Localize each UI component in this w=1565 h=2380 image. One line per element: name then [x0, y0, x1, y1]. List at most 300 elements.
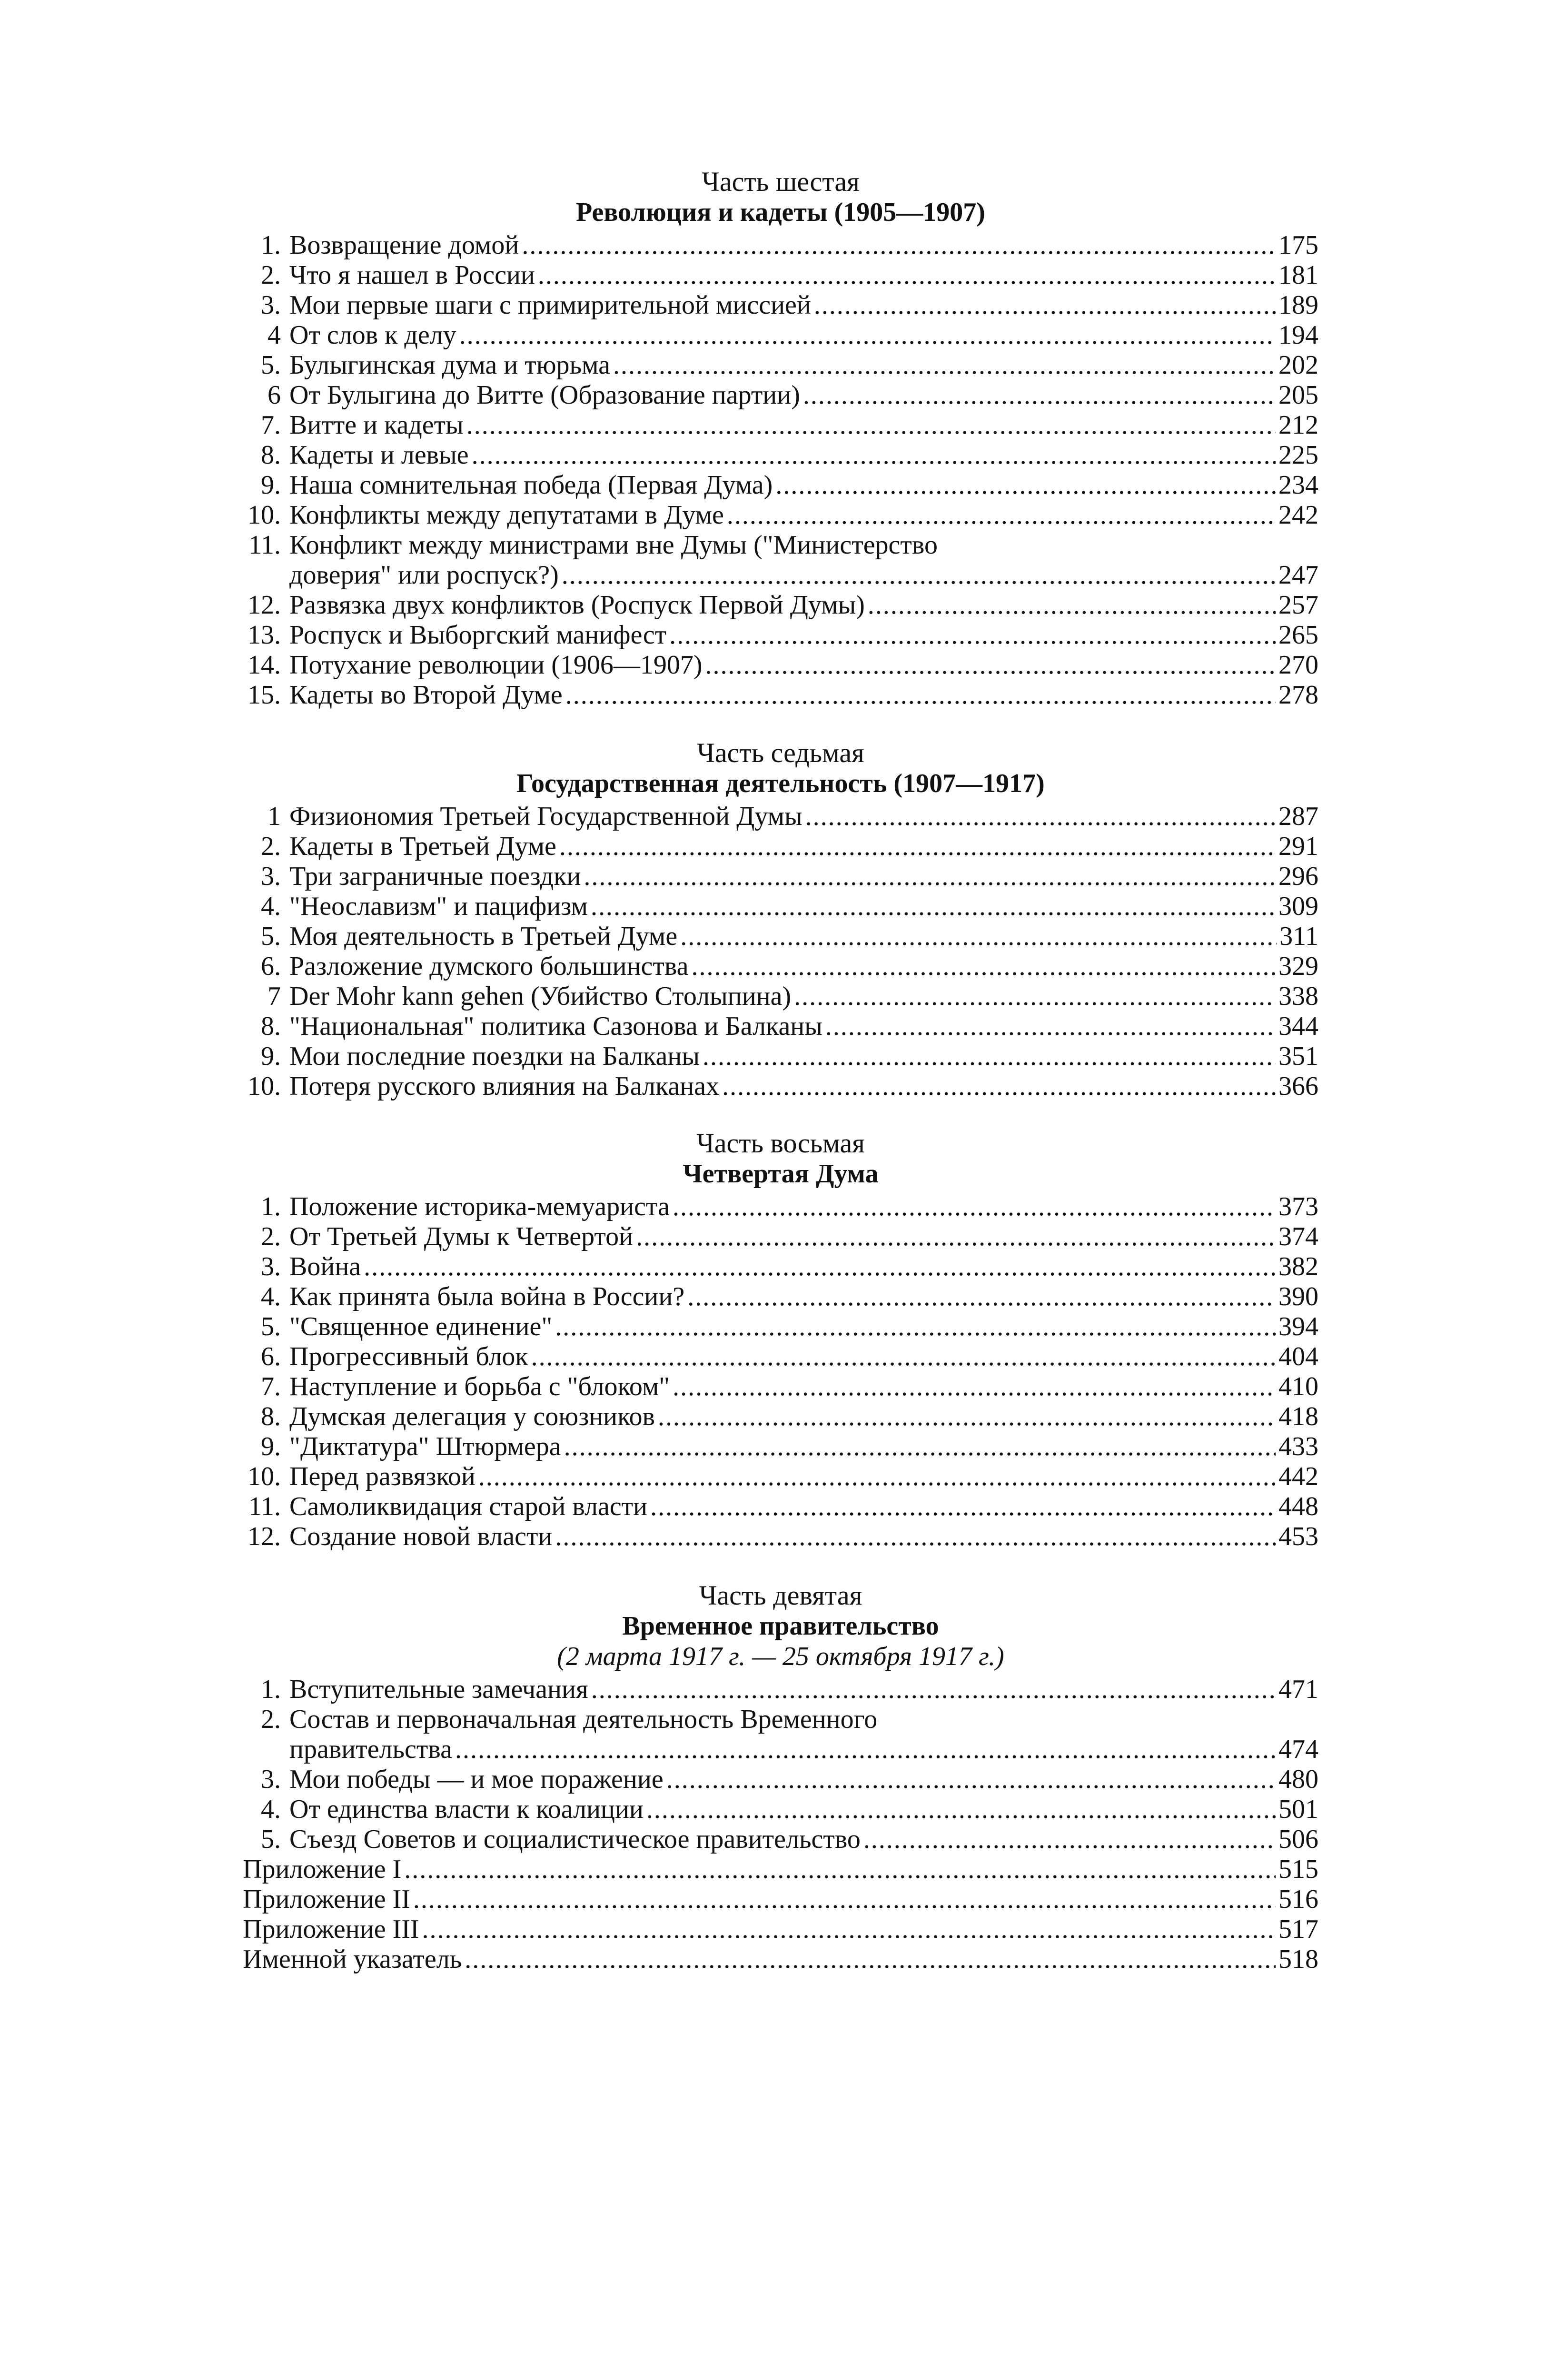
dot-leader: [868, 590, 1276, 620]
toc-entry-line: [289, 1312, 1318, 1342]
toc-entry-title: Именной указатель: [243, 1944, 462, 1974]
toc-entry-page: 433: [1278, 1432, 1318, 1461]
toc-entry-line: [289, 680, 1318, 710]
toc-entry-page: 329: [1278, 952, 1318, 981]
toc-entry: [243, 1071, 1318, 1101]
section-subtitle: Революция и кадеты (1905—1907): [576, 198, 985, 227]
toc-entry-line: [289, 230, 1318, 260]
toc-entry-number: 10.: [248, 500, 281, 530]
toc-entry-number: 10.: [248, 1462, 281, 1491]
toc-entry-line: [289, 1372, 1318, 1402]
toc-entry-title: Вступительные замечания: [289, 1675, 588, 1704]
toc-entry-body: [289, 410, 1318, 440]
dot-leader: [687, 1282, 1276, 1312]
toc-entry-title: Кадеты во Второй Думе: [289, 680, 563, 710]
toc-entry: [243, 1675, 1318, 1705]
toc-entry: [243, 590, 1318, 620]
toc-entry-title: "Национальная" политика Сазонова и Балканы: [289, 1012, 822, 1041]
toc-entry-title: Der Mohr kann gehen (Убийство Столыпина): [289, 982, 792, 1011]
toc-entry-line: [289, 260, 1318, 290]
dot-leader: [591, 1675, 1276, 1705]
dot-leader: [565, 680, 1276, 710]
dot-leader: [722, 1071, 1276, 1101]
toc-entry-line: [289, 1041, 1318, 1071]
toc-entry: [243, 1312, 1318, 1342]
toc-entry-title: "Неославизм" и пацифизм: [289, 892, 588, 921]
toc-entry-title: Наша сомнительная победа (Первая Дума): [289, 470, 773, 500]
toc-entry-line: [289, 922, 1318, 952]
toc-entry: [243, 380, 1318, 410]
toc-entry-line: [289, 1012, 1318, 1041]
toc-entry-title: От слов к делу: [289, 320, 456, 350]
toc-entry-page: 278: [1278, 680, 1318, 710]
toc-entry-body: [289, 1041, 1318, 1071]
toc-entry-body: [289, 290, 1318, 320]
toc-entry: [243, 1282, 1318, 1312]
toc-entry: [243, 1342, 1318, 1372]
toc-entry-line: [289, 1252, 1318, 1282]
toc-entry-page: 257: [1278, 590, 1318, 620]
toc-entry-title: Три заграничные поездки: [289, 862, 581, 891]
toc-entry-body: [289, 1402, 1318, 1432]
dot-leader: [466, 410, 1276, 440]
toc-entry-body: [289, 1462, 1318, 1492]
toc-entry-title: "Диктатура" Штюрмера: [289, 1432, 561, 1461]
toc-entry: [243, 1884, 1318, 1914]
toc-entry-body: [289, 530, 1318, 590]
toc-entry-title: правительства: [289, 1735, 452, 1764]
toc-entry-number: 6.: [261, 952, 281, 981]
toc-entry: [243, 290, 1318, 320]
toc-entry-page: 225: [1278, 440, 1318, 470]
toc-entry-title: Потеря русского влияния на Балканах: [289, 1071, 720, 1101]
toc-entry: [243, 260, 1318, 290]
toc-entry-number: 11.: [248, 530, 281, 560]
toc-entry: [243, 530, 1318, 590]
toc-entry-line: [289, 410, 1318, 440]
toc-entry-page: 265: [1278, 620, 1318, 650]
toc-entry-number: 14.: [248, 650, 281, 680]
toc-entry-title: Кадеты и левые: [289, 440, 469, 470]
toc-entry-number: 9.: [261, 470, 281, 500]
toc-entry-number: 13.: [248, 620, 281, 650]
toc-entry: [243, 470, 1318, 500]
dot-leader: [673, 1372, 1276, 1402]
dot-leader: [555, 1522, 1276, 1552]
toc-entry-line: [289, 1342, 1318, 1372]
toc-entry-title: Мои первые шаги с примирительной миссией: [289, 290, 811, 320]
toc-entry-page: 382: [1278, 1252, 1318, 1281]
toc-entry-number: 7.: [261, 410, 281, 440]
toc-entry: [243, 1854, 1318, 1884]
dot-leader: [613, 350, 1276, 380]
toc-entry-body: [289, 680, 1318, 710]
toc-entry-page: 181: [1278, 260, 1318, 290]
toc-entry-body: [289, 350, 1318, 380]
toc-entry-title: От Булыгина до Витте (Образование партии): [289, 380, 800, 410]
toc-entry-body: [289, 1282, 1318, 1312]
toc-entry-body: [289, 1372, 1318, 1402]
toc-entry-page: 448: [1278, 1492, 1318, 1521]
toc-entry-number: 5.: [261, 350, 281, 380]
dot-leader: [705, 650, 1276, 680]
toc-entry-page: 344: [1278, 1012, 1318, 1041]
toc-entry-page: 390: [1278, 1282, 1318, 1311]
toc-entry-body: [289, 1492, 1318, 1522]
dot-leader: [680, 922, 1277, 952]
toc-entry-page: 404: [1278, 1342, 1318, 1371]
toc-entry-body: [289, 500, 1318, 530]
toc-entry-body: [289, 982, 1318, 1012]
dot-leader: [658, 1402, 1276, 1432]
toc-entry-number: 6.: [261, 1342, 281, 1371]
toc-entry-title: От единства власти к коалиции: [289, 1795, 644, 1824]
toc-entry-page: 175: [1278, 230, 1318, 260]
toc-entry-title: Съезд Советов и социалистическое правительство: [289, 1825, 861, 1854]
toc-entry: [243, 952, 1318, 982]
toc-entry-page: 517: [1278, 1914, 1318, 1944]
toc-entry: [243, 1012, 1318, 1041]
toc-entry-title: Приложение III: [243, 1914, 419, 1944]
toc-entry-body: [289, 440, 1318, 470]
toc-entry: [243, 1252, 1318, 1282]
toc-entry: [243, 1825, 1318, 1854]
toc-entry-title: Физиономия Третьей Государственной Думы: [289, 802, 802, 831]
dot-leader: [794, 982, 1276, 1012]
toc-entry-line: [289, 440, 1318, 470]
toc-entry-title: Булыгинская дума и тюрьма: [289, 350, 610, 380]
toc-entry-line: [289, 1192, 1318, 1222]
dot-leader: [478, 1462, 1276, 1492]
toc-entry-number: 12.: [248, 1522, 281, 1551]
dot-leader: [555, 1312, 1276, 1342]
toc-entry-page: 189: [1278, 290, 1318, 320]
toc-entry-line: [289, 500, 1318, 530]
toc-entry-title: Роспуск и Выборгский манифест: [289, 620, 667, 650]
toc-entry-line: [289, 862, 1318, 892]
toc-entry: [243, 440, 1318, 470]
toc-entry: [243, 650, 1318, 680]
toc-entry: [243, 1944, 1318, 1974]
toc-entry-line: [289, 1071, 1318, 1101]
toc-entry-number: 6: [267, 380, 281, 410]
toc-entry: [243, 1192, 1318, 1222]
toc-entry-line: [289, 1222, 1318, 1252]
toc-entry-number: 4: [267, 320, 281, 350]
toc-entry-line: [289, 590, 1318, 620]
dot-leader: [646, 1795, 1276, 1825]
toc-entry-line: [289, 320, 1318, 350]
toc-entry-title: Разложение думского большинства: [289, 952, 689, 981]
toc-entry-number: 9.: [261, 1041, 281, 1071]
toc-entry-body: [289, 590, 1318, 620]
dot-leader: [775, 470, 1276, 500]
toc-entry-body: [289, 922, 1318, 952]
toc-entry-body: [289, 862, 1318, 892]
toc-entry-body: [289, 802, 1318, 832]
toc-entry-body: [289, 1765, 1318, 1795]
toc-entry-page: 194: [1278, 320, 1318, 350]
toc-entry-title: Мои последние поездки на Балканы: [289, 1041, 700, 1071]
toc-entry-page: 474: [1278, 1735, 1318, 1764]
dot-leader: [803, 380, 1276, 410]
toc-entry-page: 205: [1278, 380, 1318, 410]
toc-list: [243, 1192, 1318, 1552]
section-heading: Часть шестая: [702, 166, 860, 197]
dot-leader: [691, 952, 1276, 982]
toc-entry: [243, 320, 1318, 350]
toc-entry-title: Конфликт между министрами вне Думы ("Министерство: [289, 530, 938, 560]
toc-entry-title: От Третьей Думы к Четвертой: [289, 1222, 634, 1251]
toc-entry-line: [289, 952, 1318, 982]
toc-entry-line: [289, 1675, 1318, 1705]
dot-leader: [863, 1825, 1276, 1854]
toc-entry: [243, 1705, 1318, 1765]
toc-list: [243, 802, 1318, 1101]
toc-entry-body: [289, 1071, 1318, 1101]
toc-entry-body: [289, 1312, 1318, 1342]
toc-entry-body: [289, 1432, 1318, 1462]
toc-entry-page: 338: [1278, 982, 1318, 1011]
toc-section-8: [243, 1128, 1318, 1552]
toc-entry-number: 3.: [261, 1252, 281, 1281]
toc-list: [243, 230, 1318, 710]
toc-entry: [243, 350, 1318, 380]
dot-leader: [591, 892, 1276, 922]
toc-entry-body: [243, 1884, 1318, 1914]
toc-entry: [243, 1372, 1318, 1402]
toc-entry: [243, 1795, 1318, 1825]
toc-entry-body: [289, 320, 1318, 350]
toc-entry: [243, 1492, 1318, 1522]
toc-entry-title: Прогрессивный блок: [289, 1342, 528, 1371]
toc-entry-line: [289, 1795, 1318, 1825]
dot-leader: [666, 1765, 1276, 1795]
toc-entry-line: [289, 560, 1318, 590]
toc-entry-number: 4.: [261, 1282, 281, 1311]
toc-entry-body: [289, 952, 1318, 982]
toc-entry: [243, 892, 1318, 922]
toc-entry-line: [243, 1944, 1318, 1974]
toc-entry-line: [289, 290, 1318, 320]
toc-entry-number: 4.: [261, 892, 281, 921]
toc-entry: [243, 982, 1318, 1012]
toc-entry-page: 515: [1278, 1854, 1318, 1884]
dot-leader: [459, 320, 1276, 350]
toc-entry-line: [289, 1462, 1318, 1492]
dot-leader: [455, 1735, 1276, 1765]
toc-entry-number: 4.: [261, 1795, 281, 1824]
toc-entry-number: 3.: [261, 1765, 281, 1794]
toc-entry-body: [289, 832, 1318, 862]
toc-entry-title: Приложение II: [243, 1884, 410, 1914]
toc-section-9: [243, 1580, 1318, 1974]
toc-entry-page: 212: [1278, 410, 1318, 440]
dot-leader: [673, 1192, 1276, 1222]
toc-entry-body: [289, 380, 1318, 410]
toc-entry: [243, 1402, 1318, 1432]
toc-entry-body: [289, 620, 1318, 650]
toc-entry-title: Перед развязкой: [289, 1462, 475, 1491]
dot-leader: [404, 1854, 1276, 1884]
toc-entry-page: 270: [1278, 650, 1318, 680]
section-heading: Часть восьмая: [696, 1128, 865, 1159]
toc-entry-page: 291: [1278, 832, 1318, 861]
dot-leader: [814, 290, 1276, 320]
toc-entry-line: [289, 802, 1318, 832]
toc-entry-body: [289, 1222, 1318, 1252]
toc-entry-number: 8.: [261, 440, 281, 470]
toc-entry-title: Что я нашел в России: [289, 260, 535, 290]
toc-entry-title: Состав и первоначальная деятельность Временного: [289, 1705, 878, 1734]
toc-entry-page: 442: [1278, 1462, 1318, 1491]
dot-leader: [564, 1432, 1276, 1462]
toc-entry-body: [243, 1854, 1318, 1884]
toc-entry-number: 5.: [261, 1825, 281, 1854]
toc-section-6: [243, 167, 1318, 710]
toc-entry-title: Самоликвидация старой власти: [289, 1492, 648, 1521]
toc-entry-body: [289, 1252, 1318, 1282]
toc-entry-title: доверия" или роспуск?): [289, 560, 559, 590]
toc-entry-title: Витте и кадеты: [289, 410, 464, 440]
dot-leader: [825, 1012, 1276, 1041]
toc-entry-body: [289, 1522, 1318, 1552]
toc-entry-number: 12.: [248, 590, 281, 620]
toc-entry-line: [289, 1825, 1318, 1854]
toc-entry-line: [289, 832, 1318, 862]
toc-entry: [243, 802, 1318, 832]
toc-entry-title: Моя деятельность в Третьей Думе: [289, 922, 678, 951]
dot-leader: [364, 1252, 1276, 1282]
toc-entry-number: 7.: [261, 1372, 281, 1401]
toc-entry-page: 242: [1278, 500, 1318, 530]
toc-entry-page: 311: [1279, 922, 1318, 951]
dot-leader: [703, 1041, 1276, 1071]
toc-entry-page: 247: [1278, 560, 1318, 590]
toc-entry: [243, 500, 1318, 530]
toc-entry-continuation: [289, 560, 1318, 590]
toc-entry-page: 296: [1278, 862, 1318, 891]
dot-leader: [669, 620, 1276, 650]
toc-entry: [243, 1765, 1318, 1795]
toc-entry-line: [243, 1884, 1318, 1914]
toc-entry-number: 10.: [248, 1071, 281, 1101]
toc-entry-title: Положение историка-мемуариста: [289, 1192, 670, 1221]
toc-entry-page: 453: [1278, 1522, 1318, 1551]
toc-entry-body: [289, 1012, 1318, 1041]
toc-entry-line: [289, 892, 1318, 922]
toc-entry-number: 8.: [261, 1402, 281, 1431]
toc-entry-page: 471: [1278, 1675, 1318, 1704]
dot-leader: [472, 440, 1276, 470]
toc-entry-line: [289, 1735, 1318, 1765]
toc-entry-page: 518: [1278, 1944, 1318, 1974]
toc-list: [243, 1675, 1318, 1974]
toc-entry: [243, 410, 1318, 440]
toc-entry: [243, 832, 1318, 862]
toc-entry-title: Создание новой власти: [289, 1522, 553, 1551]
toc-entry-number: 15.: [248, 680, 281, 710]
toc-entry-page: 234: [1278, 470, 1318, 500]
toc-entry-page: 287: [1278, 802, 1318, 831]
toc-entry: [243, 922, 1318, 952]
toc-entry-body: [243, 1914, 1318, 1944]
toc-entry-page: 202: [1278, 350, 1318, 380]
toc-entry-number: 9.: [261, 1432, 281, 1461]
toc-entry-page: 480: [1278, 1765, 1318, 1794]
dot-leader: [559, 832, 1276, 862]
toc-entry-number: 2.: [261, 1222, 281, 1251]
toc-entry-line: [243, 1914, 1318, 1944]
dot-leader: [538, 260, 1276, 290]
toc-entry-title: Возвращение домой: [289, 230, 519, 260]
toc-entry-line: [289, 1282, 1318, 1312]
toc-entry-title: Потухание революции (1906—1907): [289, 650, 703, 680]
dot-leader: [522, 230, 1276, 260]
section-subtitle: Четвертая Дума: [683, 1159, 879, 1189]
toc-entry-page: 410: [1278, 1372, 1318, 1401]
toc-entry-body: [289, 260, 1318, 290]
toc-entry-body: [289, 470, 1318, 500]
toc-entry: [243, 1914, 1318, 1944]
section-subtitle: Временное правительство: [622, 1611, 939, 1641]
toc-entry-page: 351: [1278, 1041, 1318, 1071]
dot-leader: [584, 862, 1276, 892]
toc-entry: [243, 680, 1318, 710]
toc-entry-body: [289, 892, 1318, 922]
toc-entry-body: [289, 650, 1318, 680]
toc-entry: [243, 1432, 1318, 1462]
toc-section-7: [243, 738, 1318, 1101]
toc-entry-page: 516: [1278, 1884, 1318, 1914]
toc-entry-body: [243, 1944, 1318, 1974]
toc-entry: [243, 230, 1318, 260]
section-heading: Часть девятая: [699, 1580, 862, 1611]
toc-entry-line: [289, 1492, 1318, 1522]
toc-entry-title: Конфликты между депутатами в Думе: [289, 500, 724, 530]
toc-entry: [243, 862, 1318, 892]
toc-entry: [243, 1462, 1318, 1492]
dot-leader: [422, 1914, 1276, 1944]
toc-entry-title: "Священное единение": [289, 1312, 553, 1341]
toc-entry-body: [289, 1675, 1318, 1705]
toc-entry: [243, 620, 1318, 650]
toc-entry-number: 2.: [261, 260, 281, 290]
toc-entry-number: 1: [267, 802, 281, 831]
toc-entry-line: [289, 1522, 1318, 1552]
section-dates: (2 марта 1917 г. — 25 октября 1917 г.): [557, 1642, 1004, 1671]
dot-leader: [727, 500, 1276, 530]
toc-entry-page: 418: [1278, 1402, 1318, 1431]
toc-entry-line: [289, 380, 1318, 410]
toc-entry-number: 5.: [261, 922, 281, 951]
toc-entry-title: Наступление и борьба с "блоком": [289, 1372, 670, 1401]
toc-entry-number: 5.: [261, 1312, 281, 1341]
dot-leader: [465, 1944, 1276, 1974]
toc-entry-number: 2.: [261, 1705, 281, 1734]
dot-leader: [413, 1884, 1276, 1914]
dot-leader: [531, 1342, 1276, 1372]
dot-leader: [636, 1222, 1276, 1252]
toc-entry-title: Думская делегация у союзников: [289, 1402, 655, 1431]
toc-entry-continuation: [289, 1735, 1318, 1765]
toc-entry-title: Приложение I: [243, 1854, 402, 1884]
toc-entry: [243, 1041, 1318, 1071]
toc-entry-title: Как принята была война в России?: [289, 1282, 685, 1311]
toc-entry: [243, 1222, 1318, 1252]
toc-entry-line: [289, 1765, 1318, 1795]
toc-entry-title: Развязка двух конфликтов (Роспуск Первой Думы): [289, 590, 865, 620]
